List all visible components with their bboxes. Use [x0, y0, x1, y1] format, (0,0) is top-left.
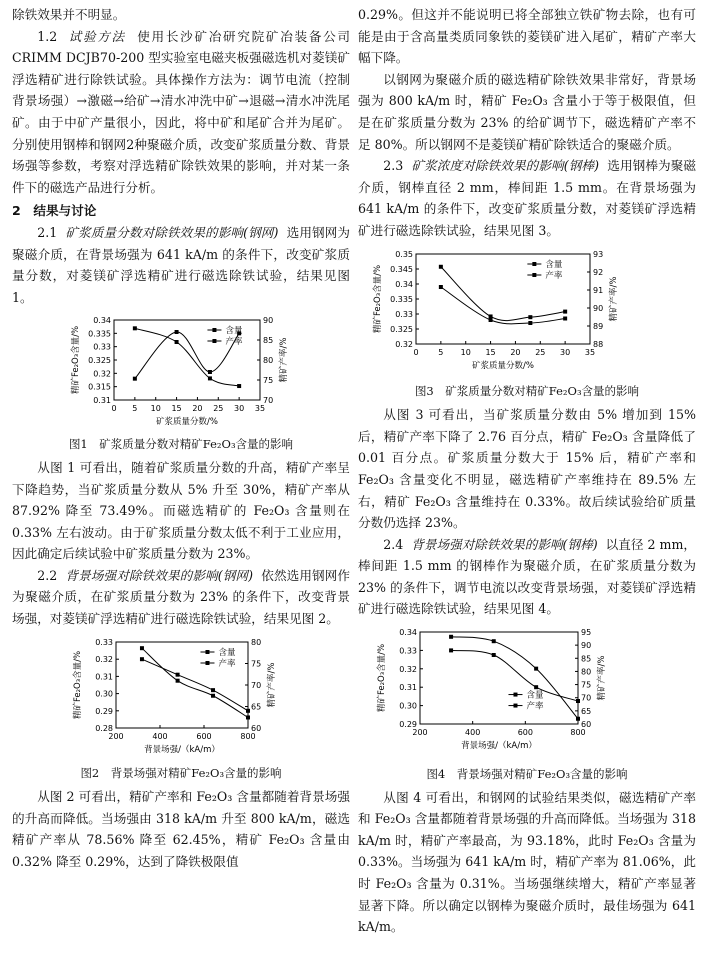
figure-3-caption: 图3 矿浆质量分数对精矿Fe₂O₃含量的影响: [414, 384, 640, 399]
legend-marker: [212, 328, 216, 332]
data-point: [175, 330, 179, 334]
section-body: 使用长沙矿冶研究院矿冶装备公司CRIMM DCJB70-200 型实验室电磁夹板强磁选机对菱镁矿浮选精矿进行除铁试验。具体操作方法为：调节电流（控制背景场强）→激磁→给矿→清水冲洗中矿→退磁→清水冲洗尾矿。由于中矿产量很小，因此，将中矿和尾矿合并为尾矿。分别使用钢棒和钢网2种聚磁介质，改变矿浆质量分数、背景场强等参数，考察对浮选精矿除铁效果的影响，并对某一条件下的磁选产品进行分析。: [12, 28, 350, 195]
right-column: [358, 4, 696, 938]
figure-2-caption: 图2 背景场强对精矿Fe₂O₃含量的影响: [80, 766, 282, 781]
data-point: [211, 688, 215, 692]
legend-marker: [513, 693, 517, 697]
y-left-tick-label: 0.29: [95, 706, 113, 716]
x-tick-label: 35: [254, 404, 266, 414]
x-axis-label: 背景场强/（kA/m）: [144, 744, 220, 755]
legend-marker: [513, 704, 517, 708]
data-point: [140, 657, 144, 661]
y-left-tick-label: 0.33: [395, 309, 413, 319]
section-body: 选用钢棒为聚磁介质，钢棒直径 2 mm，棒间距 1.5 mm。在背景场强为 641 kA/m 的条件下，改变矿浆质量分数，对菱镁矿浮选精矿进行磁选除铁试验，结果见图 3。: [358, 158, 696, 238]
figure-1-caption: 图1 矿浆质量分数对精矿Fe₂O₃含量的影响: [68, 436, 294, 451]
data-point: [489, 318, 493, 322]
figure-4: [358, 626, 696, 763]
x-tick-label: 400: [465, 728, 481, 738]
y-right-tick-label: 90: [263, 316, 274, 326]
data-point: [492, 653, 496, 657]
paragraph: 0.29%。但这并不能说明已将全部独立铁矿物去除，也有可能是由于含高量类质同象铁的菱镁矿进入尾矿，精矿产率大幅下降。: [358, 7, 696, 66]
legend-label: 含量: [218, 647, 236, 658]
y-left-tick-label: 0.315: [88, 382, 111, 392]
figure-1: [12, 314, 350, 433]
section-2-3: [358, 155, 696, 241]
data-point: [563, 309, 567, 313]
x-tick-label: 20: [192, 404, 203, 414]
data-point: [175, 340, 179, 344]
paragraph: 从图 4 可看出，和钢网的试验结果类似，磁选精矿产率和 Fe₂O₃ 含量都随着背景场强的升高而降低。当场强为 318 kA/m 时，精矿产率最高，为 93.18%，此时 Fe₂O₃ 含量为 0.33%。当场强为 641 kA/m 时，精矿产率为 81.06%，此时 Fe₂O₃ 含量为 0.31%。当场强继续增大，精矿产率显著显著下降。所以确定以钢棒为聚磁介质时，最佳场强为 641 kA/m。: [358, 789, 696, 935]
y-left-tick-label: 0.31: [399, 683, 417, 693]
legend-label: 产率: [545, 270, 563, 281]
y-right-tick-label: 75: [263, 376, 274, 386]
y-right-tick-label: 90: [581, 641, 592, 651]
x-tick-label: 800: [240, 731, 256, 741]
legend-label: 产率: [526, 701, 544, 712]
data-point: [489, 314, 493, 318]
data-point: [208, 377, 212, 381]
section-title: 背景场强对除铁效果的影响(钢网): [65, 567, 254, 583]
x-tick-label: 5: [132, 404, 138, 414]
heading-results: 2 结果与讨论: [12, 203, 97, 219]
section-number: 2.1: [37, 224, 58, 240]
legend-marker: [532, 273, 536, 277]
y-left-tick-label: 0.35: [395, 249, 413, 259]
y-left-tick-label: 0.325: [390, 324, 413, 334]
series-line-含量: [135, 332, 239, 379]
x-tick-label: 200: [412, 728, 428, 738]
y-left-tick-label: 0.32: [95, 654, 113, 664]
data-point: [211, 693, 215, 697]
paragraph: 除铁效果并不明显。: [12, 7, 126, 22]
y-right-tick-label: 60: [581, 720, 592, 730]
y-right-tick-label: 90: [593, 303, 604, 313]
y-right-tick-label: 75: [251, 659, 262, 669]
data-point: [528, 321, 532, 325]
y-right-axis-label: 精矿产率/%: [609, 276, 619, 322]
y-left-tick-label: 0.345: [390, 264, 413, 274]
x-tick-label: 25: [535, 347, 546, 357]
data-point: [563, 316, 567, 320]
section-title: 试验方法: [68, 28, 126, 44]
figure-1-chart: [12, 314, 350, 426]
y-left-tick-label: 0.30: [399, 701, 417, 711]
x-tick-label: 10: [150, 404, 161, 414]
section-number: 2.4: [383, 536, 404, 552]
y-left-tick-label: 0.31: [93, 396, 111, 406]
y-left-tick-label: 0.33: [95, 637, 113, 647]
paragraph: 从图 2 可看出，精矿产率和 Fe₂O₃ 含量都随着背景场强的升高而降低。当场强由 318 kA/m 升至 800 kA/m，磁选精矿产率从 78.56% 降至 62.45%，精矿 Fe₂O₃ 含量由 0.32% 降至 0.29%，达到了降铁极限值: [12, 789, 350, 870]
paragraph: 以钢网为聚磁介质的磁选精矿除铁效果非常好，背景场强为 800 kA/m 时，精矿 Fe₂O₃ 含量小于等于极限值，但是在矿浆质量分数为 23% 的给矿调节下，磁选精矿产率不足 80%。所以钢网不是菱镁矿精矿除铁适合的聚磁介质。: [358, 71, 696, 152]
section-body: 以直径 2 mm，棒间距 1.5 mm 的钢棒作为聚磁介质，在矿浆质量分数为 23% 的条件下，调节电流以改变背景场强，对菱镁矿浮选精矿进行磁选除铁试验，结果见图 4。: [358, 536, 697, 617]
legend-label: 含量: [225, 326, 243, 337]
y-right-tick-label: 60: [251, 723, 262, 733]
x-tick-label: 5: [438, 347, 444, 357]
y-right-tick-label: 70: [251, 680, 262, 690]
y-left-tick-label: 0.33: [399, 646, 417, 656]
data-point: [246, 715, 250, 719]
y-right-tick-label: 70: [263, 396, 274, 406]
y-left-tick-label: 0.32: [93, 369, 111, 379]
x-tick-label: 15: [171, 404, 182, 414]
y-left-tick-label: 0.31: [95, 672, 113, 682]
figure-2-chart: [12, 636, 350, 756]
x-tick-label: 35: [584, 347, 596, 357]
section-2-4: [358, 534, 696, 620]
data-point: [176, 672, 180, 676]
y-right-axis-label: 精矿产率/%: [279, 337, 289, 383]
data-point: [140, 646, 144, 650]
figure-3-chart: [358, 248, 696, 374]
y-left-tick-label: 0.30: [95, 689, 113, 699]
x-tick-label: 600: [196, 731, 212, 741]
section-number: 2.2: [37, 567, 58, 583]
section-title: 背景场强对除铁效果的影响(钢棒): [411, 536, 598, 552]
left-column: [12, 4, 350, 873]
y-left-tick-label: 0.32: [399, 664, 417, 674]
y-right-tick-label: 92: [593, 267, 604, 277]
legend-label: 产率: [218, 658, 236, 669]
y-left-axis-label: 精矿Fe₂O₃含量/%: [73, 650, 83, 719]
y-left-tick-label: 0.335: [390, 294, 413, 304]
x-tick-label: 0: [111, 404, 117, 414]
y-left-tick-label: 0.34: [93, 316, 111, 326]
section-body: 选用钢网为聚磁介质，在背景场强为 641 kA/m 的条件下，改变矿浆质量分数，对菱镁矿浮选精矿进行磁选除铁试验，结果见图 1。: [12, 224, 350, 305]
legend-marker: [205, 661, 209, 665]
x-axis-label: 背景场强/（kA/m）: [461, 741, 537, 752]
y-right-tick-label: 65: [251, 702, 262, 712]
x-tick-label: 0: [413, 347, 419, 357]
figure-4-chart: [358, 626, 696, 756]
y-right-tick-label: 75: [581, 680, 592, 690]
y-left-axis-label: 精矿Fe₂O₃含量/%: [71, 326, 81, 395]
data-point: [492, 639, 496, 643]
y-left-tick-label: 0.32: [395, 339, 413, 349]
plot-frame: [420, 632, 578, 724]
x-tick-label: 15: [485, 347, 496, 357]
x-tick-label: 10: [460, 347, 471, 357]
y-right-tick-label: 89: [593, 321, 604, 331]
y-right-tick-label: 80: [263, 356, 274, 366]
x-tick-label: 25: [213, 404, 224, 414]
series-line-含量: [441, 287, 565, 324]
x-axis-label: 矿浆质量分数/%: [156, 417, 218, 427]
paragraph: 从图 1 可看出，随着矿浆质量分数的升高，精矿产率呈下降趋势，当矿浆质量分数从 5% 升至 30%，精矿产率从 87.92% 降至 73.49%。而磁选精矿的 Fe₂O₃ 含量则在 0.33% 左右波动。由于矿浆质量分数太低不利于工业应用，因此确定后续试验中矿浆质量分数为 23%。: [12, 459, 350, 562]
legend-label: 含量: [526, 690, 544, 701]
y-right-tick-label: 93: [593, 249, 604, 259]
y-right-tick-label: 85: [581, 654, 592, 664]
y-left-axis-label: 精矿Fe₂O₃含量/%: [377, 644, 387, 713]
legend-marker: [532, 262, 536, 266]
data-point: [534, 667, 538, 671]
data-point: [449, 648, 453, 652]
figure-3: [358, 248, 696, 381]
y-right-tick-label: 91: [593, 285, 604, 295]
data-point: [439, 285, 443, 289]
y-left-tick-label: 0.34: [399, 628, 417, 638]
y-left-tick-label: 0.34: [395, 279, 413, 289]
y-left-tick-label: 0.325: [88, 356, 111, 366]
data-point: [576, 717, 580, 721]
figure-4-caption: 图4 背景场强对精矿Fe₂O₃含量的影响: [426, 766, 628, 781]
x-axis-label: 矿浆质量分数/%: [472, 360, 534, 371]
x-tick-label: 30: [234, 404, 245, 414]
section-number: 1.2: [37, 28, 58, 44]
data-point: [176, 678, 180, 682]
legend-marker: [205, 650, 209, 654]
data-point: [133, 377, 137, 381]
y-right-tick-label: 95: [581, 628, 592, 638]
data-point: [528, 315, 532, 319]
legend-label: 含量: [545, 259, 563, 270]
x-tick-label: 600: [517, 728, 533, 738]
x-tick-label: 800: [570, 728, 586, 738]
section-2-1: [12, 222, 350, 308]
figure-2: [12, 636, 350, 763]
y-left-tick-label: 0.33: [93, 342, 111, 352]
data-point: [439, 264, 443, 268]
y-right-tick-label: 85: [263, 336, 274, 346]
section-2-2: [12, 565, 350, 630]
data-point: [246, 708, 250, 712]
y-right-axis-label: 精矿产率/%: [267, 662, 277, 708]
data-point: [133, 327, 137, 331]
y-right-tick-label: 88: [593, 339, 604, 349]
x-tick-label: 20: [510, 347, 521, 357]
y-right-tick-label: 80: [581, 667, 592, 677]
x-tick-label: 200: [108, 731, 124, 741]
y-right-tick-label: 80: [251, 637, 262, 647]
x-tick-label: 400: [152, 731, 168, 741]
section-title: 矿浆浓度对除铁效果的影响(钢棒): [411, 158, 600, 174]
y-left-tick-label: 0.29: [399, 720, 417, 730]
data-point: [449, 635, 453, 639]
data-point: [534, 685, 538, 689]
data-point: [237, 384, 241, 388]
y-left-tick-label: 0.28: [95, 723, 113, 733]
data-point: [576, 699, 580, 703]
x-tick-label: 30: [560, 347, 571, 357]
y-left-axis-label: 精矿Fe₂O₃含量/%: [373, 264, 383, 333]
legend-marker: [212, 339, 216, 343]
y-right-tick-label: 70: [581, 693, 592, 703]
section-body: 依然选用钢网作为聚磁介质，在矿浆质量分数为 23% 的条件下，改变背景场强，对菱镁矿浮选精矿进行磁选除铁试验，结果见图 2。: [12, 567, 350, 627]
section-title: 矿浆质量分数对除铁效果的影响(钢网): [65, 224, 279, 240]
paragraph: 从图 3 可看出，当矿浆质量分数由 5% 增加到 15% 后，精矿产率下降了 2.76 百分点，精矿 Fe₂O₃ 含量降低了 0.01 百分点。矿浆质量分数大于 15% 后，精矿产率和 Fe₂O₃ 含量变化不明显，磁选精矿产率维持在 89.5% 左右，精矿 Fe₂O₃ 含量维持在 0.33%。故后续试验给矿质量分数仍选择 23%。: [358, 407, 696, 531]
y-left-tick-label: 0.335: [88, 329, 111, 339]
section-1-2: [12, 26, 350, 199]
section-number: 2.3: [383, 158, 404, 174]
y-right-tick-label: 65: [581, 706, 592, 716]
legend-label: 产率: [225, 337, 243, 348]
data-point: [208, 370, 212, 374]
y-right-axis-label: 精矿产率/%: [597, 655, 607, 701]
